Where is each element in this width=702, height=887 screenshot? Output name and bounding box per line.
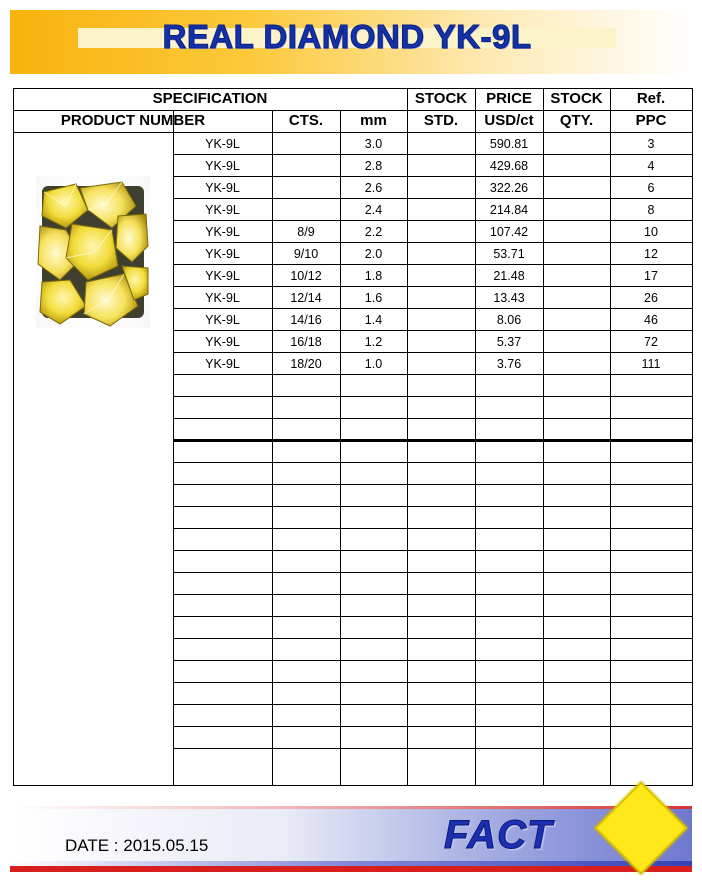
cell-mm: 2.4	[364, 203, 383, 217]
cell-qty	[543, 265, 610, 287]
cell-product: YK-9L	[205, 247, 240, 261]
cell-cts: 8/9	[297, 225, 315, 239]
cell-price: 3.76	[496, 357, 522, 371]
header-ppc: PPC	[635, 112, 667, 129]
fact-logo: FACT	[444, 813, 553, 857]
cell-cts: 16/18	[290, 335, 322, 349]
cell-mm: 1.6	[364, 291, 383, 305]
cell-qty	[543, 287, 610, 309]
cell-mm: 2.2	[364, 225, 383, 239]
row-rule	[173, 594, 692, 595]
row-rule	[173, 572, 692, 573]
cell-product: YK-9L	[205, 357, 240, 371]
cell-price: 5.37	[496, 335, 522, 349]
diamond-crystals-image	[36, 176, 150, 328]
cell-product: YK-9L	[205, 137, 240, 151]
cell-product: YK-9L	[205, 225, 240, 239]
cell-price: 429.68	[489, 159, 529, 173]
footer-red-rule	[10, 866, 692, 872]
row-rule	[173, 462, 692, 463]
cell-qty	[543, 155, 610, 177]
cell-price: 322.26	[489, 181, 529, 195]
cell-std	[407, 265, 475, 287]
cell-qty	[543, 199, 610, 221]
cell-product: YK-9L	[205, 291, 240, 305]
row-rule	[173, 682, 692, 683]
cell-ppc: 12	[644, 247, 658, 261]
row-rule	[173, 550, 692, 551]
cell-product: YK-9L	[205, 203, 240, 217]
row-rule	[173, 396, 692, 397]
cell-cts	[272, 133, 340, 155]
cell-mm: 2.6	[364, 181, 383, 195]
cell-ppc: 4	[647, 159, 655, 173]
row-rule	[173, 638, 692, 639]
cell-std	[407, 155, 475, 177]
cell-mm: 1.8	[364, 269, 383, 283]
cell-cts: 10/12	[290, 269, 322, 283]
cell-mm: 2.8	[364, 159, 383, 173]
cell-mm: 2.0	[364, 247, 383, 261]
row-rule	[173, 484, 692, 485]
cell-mm: 3.0	[364, 137, 383, 151]
cell-mm: 1.4	[364, 313, 383, 327]
cell-qty	[543, 221, 610, 243]
header-stock: STOCK	[414, 90, 468, 107]
cell-cts	[272, 199, 340, 221]
cell-ppc: 17	[644, 269, 658, 283]
header-stock-qty: STOCK	[550, 90, 603, 107]
cell-ppc: 46	[644, 313, 658, 327]
cell-mm: 1.0	[364, 357, 383, 371]
row-rule	[173, 726, 692, 727]
cell-ppc: 6	[647, 181, 655, 195]
page-title: REAL DIAMOND YK-9L	[162, 18, 532, 55]
cell-ppc: 10	[644, 225, 658, 239]
cell-product: YK-9L	[205, 313, 240, 327]
row-rule	[173, 418, 692, 419]
cell-ppc: 8	[647, 203, 655, 217]
cell-price: 13.43	[493, 291, 525, 305]
cell-qty	[543, 133, 610, 155]
cell-cts: 18/20	[290, 357, 322, 371]
cell-std	[407, 353, 475, 375]
diamond-photo	[36, 176, 150, 328]
cell-mm: 1.2	[364, 335, 383, 349]
cell-cts: 12/14	[290, 291, 322, 305]
row-rule	[173, 704, 692, 705]
cell-qty	[543, 243, 610, 265]
cell-qty	[543, 177, 610, 199]
cell-price: 590.81	[489, 137, 529, 151]
row-rule	[173, 616, 692, 617]
header-ref: Ref.	[636, 90, 666, 107]
cell-cts	[272, 155, 340, 177]
cell-ppc: 111	[641, 357, 661, 371]
cell-cts: 9/10	[293, 247, 319, 261]
cell-price: 107.42	[489, 225, 529, 239]
header-mm: mm	[360, 112, 387, 129]
cell-product: YK-9L	[205, 335, 240, 349]
cell-product: YK-9L	[205, 159, 240, 173]
header-qty: QTY.	[559, 112, 594, 129]
cell-price: 8.06	[496, 313, 522, 327]
cell-ppc: 26	[644, 291, 658, 305]
header-product-number: PRODUCT NUMBER	[60, 112, 206, 129]
header-cts: CTS.	[288, 112, 324, 129]
cell-cts	[272, 177, 340, 199]
section-divider	[173, 439, 692, 442]
cell-std	[407, 221, 475, 243]
cell-qty	[543, 331, 610, 353]
cell-price: 21.48	[493, 269, 525, 283]
cell-price: 53.71	[493, 247, 525, 261]
header-std: STD.	[423, 112, 459, 129]
cell-std	[407, 287, 475, 309]
cell-qty	[543, 353, 610, 375]
cell-std	[407, 331, 475, 353]
header-price: PRICE	[486, 90, 532, 107]
cell-std	[407, 177, 475, 199]
row-rule	[173, 748, 692, 749]
row-rule	[173, 528, 692, 529]
cell-std	[407, 133, 475, 155]
cell-product: YK-9L	[205, 181, 240, 195]
cell-std	[407, 309, 475, 331]
cell-qty	[543, 309, 610, 331]
header-usd-ct: USD/ct	[484, 112, 534, 129]
footer-top-rule	[10, 806, 692, 809]
cell-ppc: 3	[647, 137, 655, 151]
row-rule	[173, 506, 692, 507]
cell-std	[407, 243, 475, 265]
cell-price: 214.84	[489, 203, 529, 217]
cell-cts: 14/16	[290, 313, 322, 327]
cell-std	[407, 199, 475, 221]
cell-ppc: 72	[644, 335, 658, 349]
header-specification: SPECIFICATION	[152, 90, 268, 107]
date-label: DATE : 2015.05.15	[65, 836, 209, 855]
cell-product: YK-9L	[205, 269, 240, 283]
row-rule	[173, 660, 692, 661]
